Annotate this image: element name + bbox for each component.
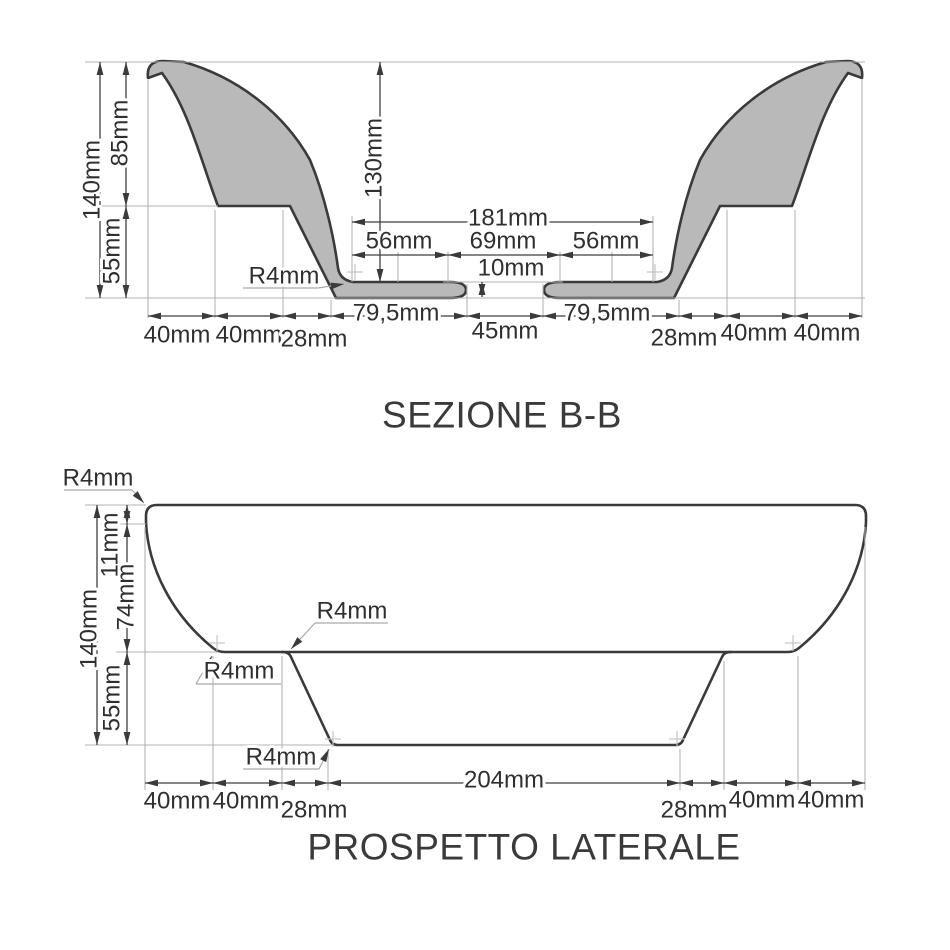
section-right-fin-profile (544, 61, 862, 298)
dim-label-height-lower: 55mm (98, 217, 126, 285)
side-profile (146, 505, 866, 745)
dim-label-base-right-1: 40mm (720, 319, 788, 347)
side-view-title: PROSPETTO LATERALE (307, 826, 741, 868)
dim-label-height-lower: 55mm (98, 664, 126, 732)
dim-label-base-mid-1: 45mm (471, 317, 539, 345)
dim-label-radius-shoulder: R4mm (203, 657, 275, 685)
dim-label-height-total: 140mm (78, 139, 106, 221)
dim-label-width-inner: 181mm (467, 204, 549, 232)
dim-label-base-left-1: 40mm (212, 787, 280, 815)
dim-label-base-left-2: 28mm (280, 796, 348, 824)
dim-label-base-left-2: 28mm (280, 325, 348, 353)
dim-label-height-center: 130mm (360, 117, 388, 199)
dim-label-base-mid-0: 79,5mm (352, 299, 440, 327)
section-view-title: SEZIONE B-B (382, 394, 622, 436)
dim-label-base-left-0: 40mm (143, 787, 211, 815)
dim-label-radius-bottom: R4mm (245, 743, 317, 771)
dim-label-height-lip: 11mm (96, 512, 124, 578)
radius-center-mark (347, 264, 363, 280)
dim-label-base-right-0: 28mm (650, 324, 718, 352)
dim-label-base-center: 204mm (463, 766, 545, 794)
dim-label-radius: R4mm (248, 262, 320, 290)
dim-label-width-right: 56mm (572, 227, 640, 255)
dim-label-base-right-2: 40mm (797, 786, 865, 814)
dim-label-width-center: 69mm (469, 227, 537, 255)
dim-label-height-upper: 85mm (106, 99, 134, 167)
dim-label-height-upper: 74mm (112, 563, 140, 631)
side-view (63, 465, 866, 868)
dim-label-height-total: 140mm (75, 588, 103, 670)
dim-label-base-right-2: 40mm (793, 319, 861, 347)
radius-center-mark (647, 264, 663, 280)
dim-label-width-left: 56mm (365, 227, 433, 255)
dim-label-base-right-1: 40mm (728, 786, 796, 814)
dim-label-base-left-0: 40mm (143, 321, 211, 349)
section-view (79, 61, 866, 436)
dim-label-thickness: 10mm (477, 254, 545, 282)
dim-label-radius-top-left: R4mm (62, 464, 134, 492)
leader-line (132, 490, 144, 503)
dim-label-base-left-1: 40mm (215, 321, 283, 349)
dim-label-base-right-0: 28mm (660, 796, 728, 824)
dim-label-base-mid-2: 79,5mm (563, 299, 651, 327)
dim-label-radius-step: R4mm (316, 597, 388, 625)
